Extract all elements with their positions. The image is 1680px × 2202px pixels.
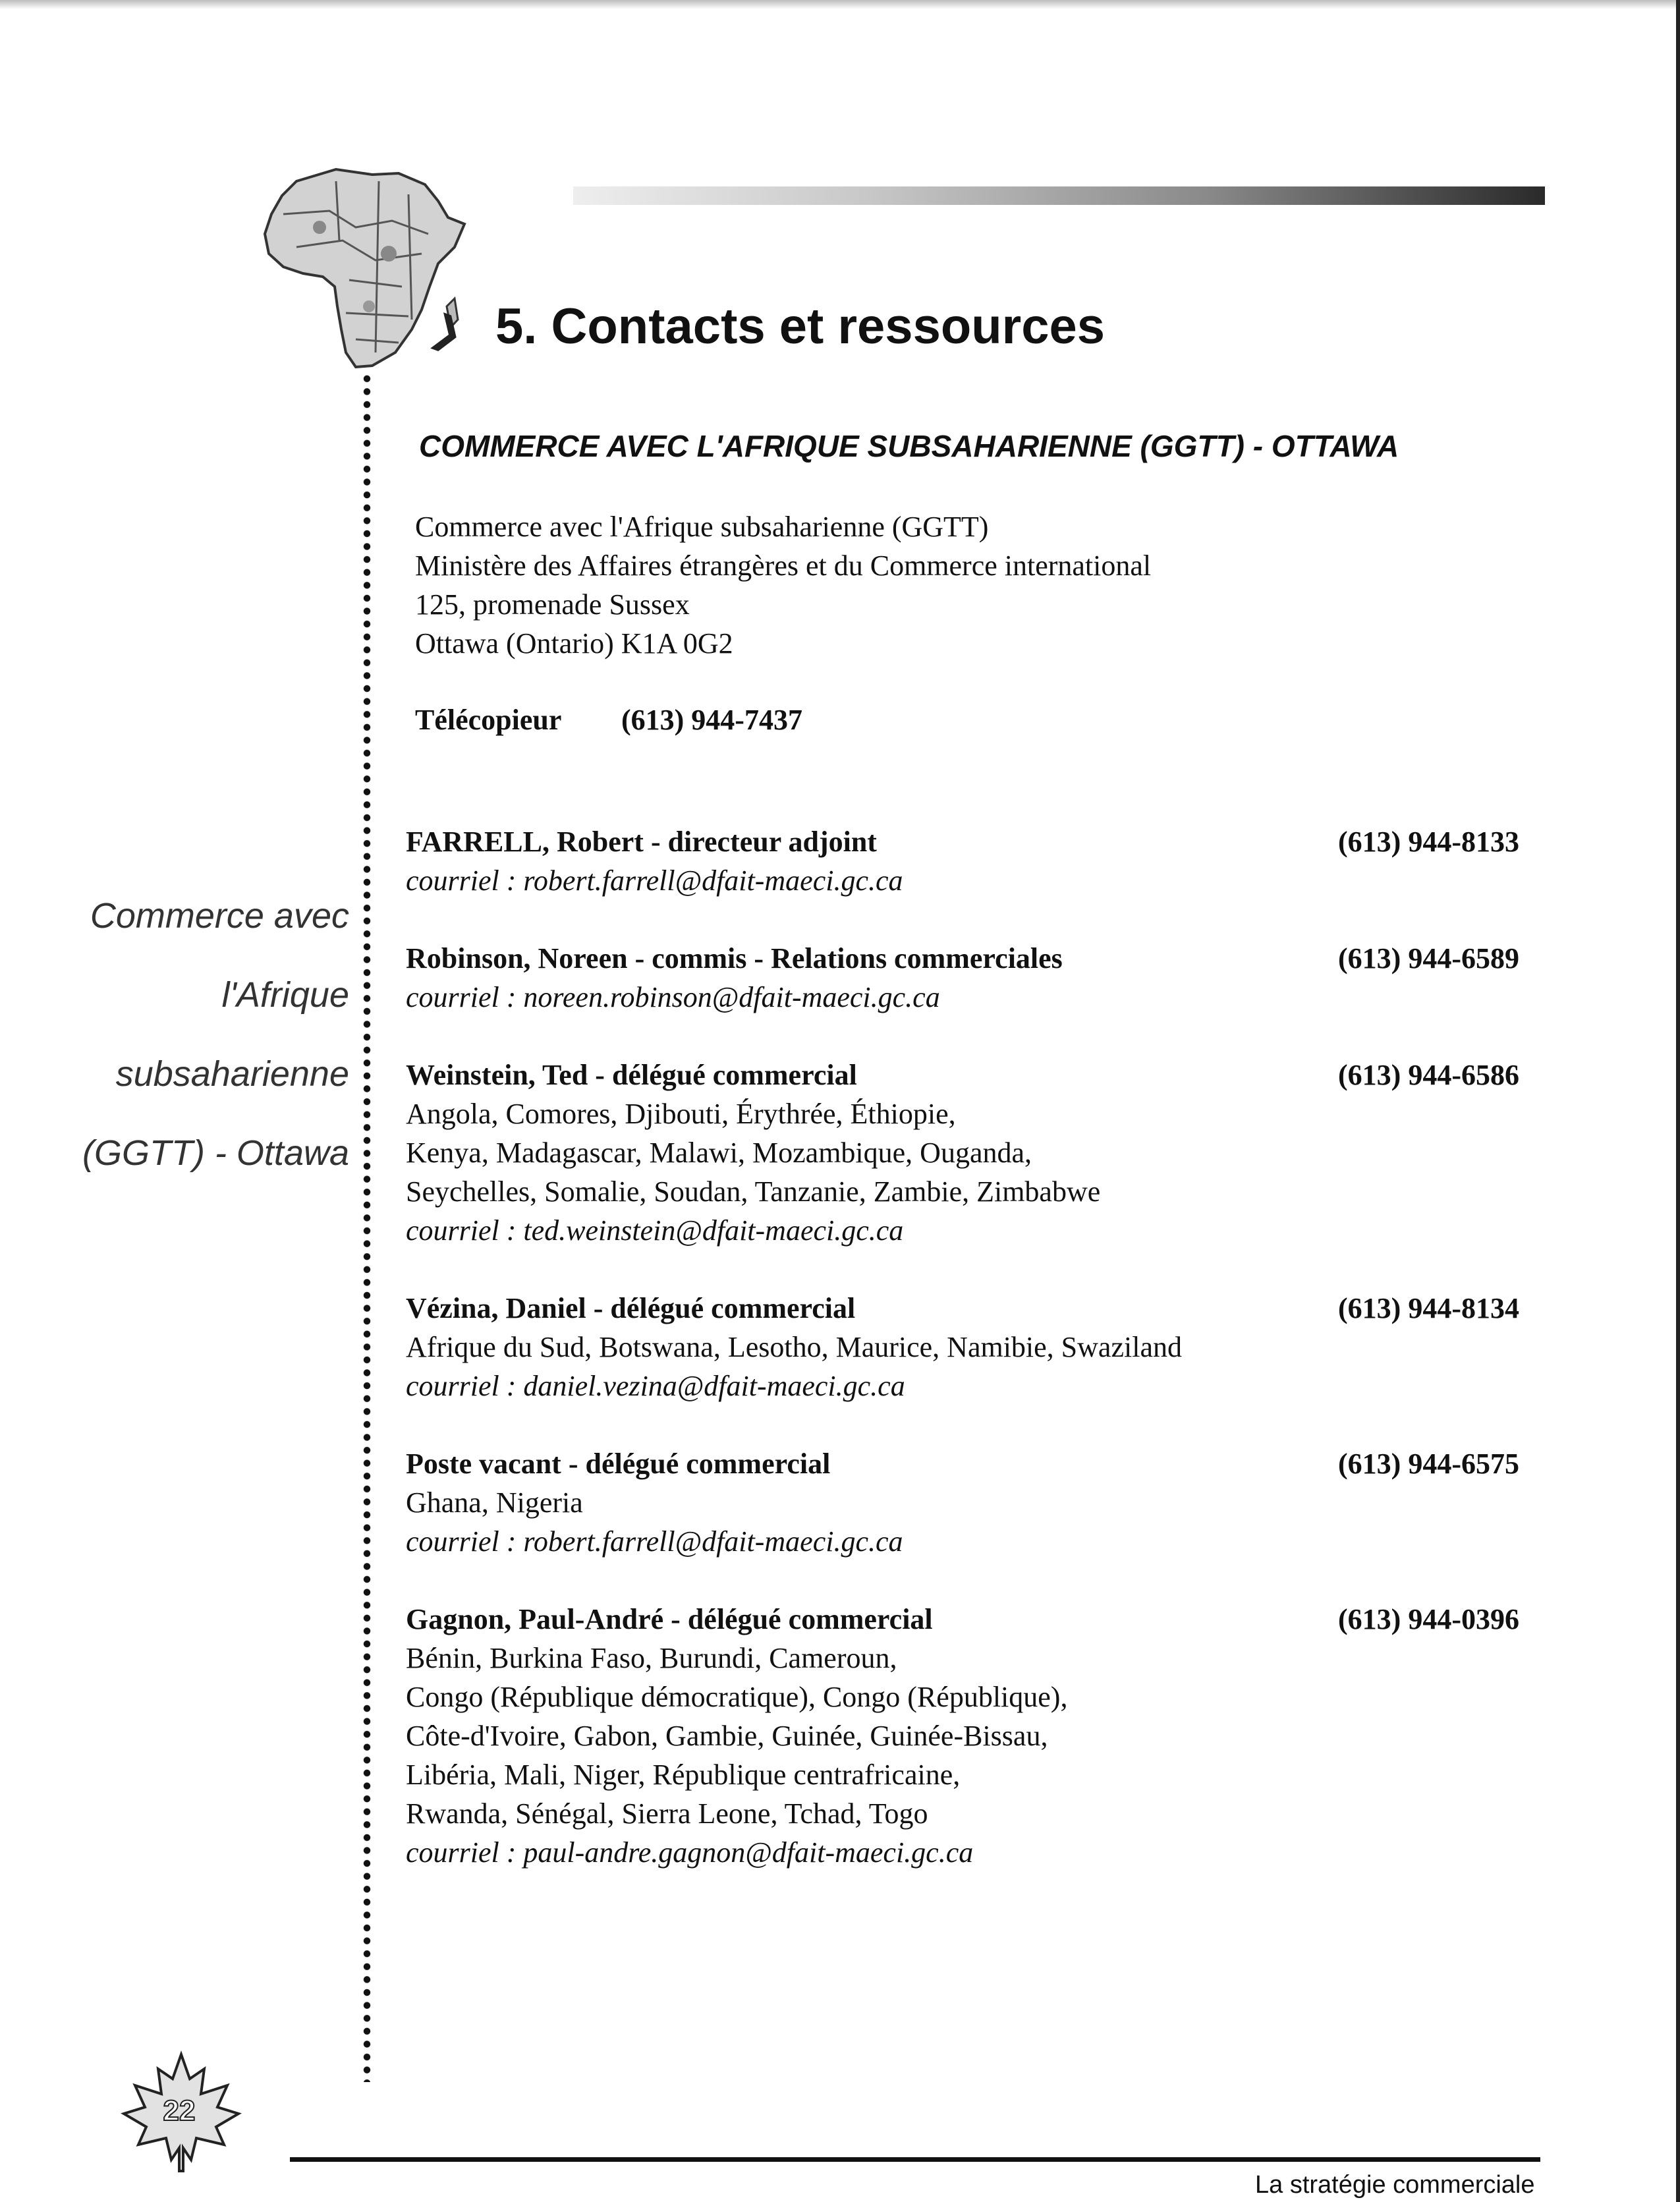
scan-edge-right xyxy=(1676,0,1680,2202)
scan-edge-top xyxy=(0,0,1680,9)
office-address xyxy=(415,507,1151,663)
footer-rule xyxy=(290,2157,1540,2162)
fax-number: (613) 944-7437 xyxy=(621,704,802,736)
sidebar-caption-line: Commerce avec xyxy=(90,896,349,936)
contact-name: Robinson, Noreen - commis - Relations commerciales xyxy=(406,942,1063,974)
contact-name: Vézina, Daniel - délégué commercial xyxy=(406,1292,856,1324)
contact-phone: (613) 944-6575 xyxy=(1338,1448,1519,1480)
contact-email[interactable]: courriel : noreen.robinson@dfait-maeci.gc.ca xyxy=(406,981,940,1013)
contact-email[interactable]: courriel : robert.farrell@dfait-maeci.gc.ca xyxy=(406,1525,903,1558)
address-line: Ottawa (Ontario) K1A 0G2 xyxy=(415,627,733,660)
maple-leaf-icon xyxy=(119,2049,244,2174)
contact-email[interactable]: courriel : ted.weinstein@dfait-maeci.gc.ca xyxy=(406,1214,904,1247)
contact-name: Weinstein, Ted - délégué commercial xyxy=(406,1059,857,1091)
contact-email[interactable]: courriel : paul-andre.gagnon@dfait-maeci.gc.ca xyxy=(406,1836,974,1869)
contact-list xyxy=(406,822,1519,1911)
contact-phone: (613) 944-6589 xyxy=(1338,942,1519,974)
contact-name: Poste vacant - délégué commercial xyxy=(406,1448,831,1480)
decorative-mark: ❯ xyxy=(425,305,470,357)
contact-phone: (613) 944-8134 xyxy=(1338,1292,1519,1324)
contact-territory-line: Angola, Comores, Djibouti, Érythrée, Éthiopie, xyxy=(406,1098,956,1130)
contact-entry xyxy=(406,1444,1519,1561)
contact-territory-line: Côte-d'Ivoire, Gabon, Gambie, Guinée, Guinée-Bissau, xyxy=(406,1720,1048,1752)
dotted-divider xyxy=(363,372,371,2082)
contact-territory-line: Ghana, Nigeria xyxy=(406,1486,583,1519)
contact-territory-line: Libéria, Mali, Niger, République centrafricaine, xyxy=(406,1759,961,1791)
contact-territory-line: Bénin, Burkina Faso, Burundi, Cameroun, xyxy=(406,1642,897,1674)
address-line: 125, promenade Sussex xyxy=(415,588,690,621)
contact-entry xyxy=(406,1056,1519,1250)
address-line: Ministère des Affaires étrangères et du Commerce international xyxy=(415,550,1152,582)
sidebar-caption xyxy=(66,883,349,1199)
contact-territory-line: Congo (République démocratique), Congo (République), xyxy=(406,1681,1068,1713)
contact-name: Gagnon, Paul-André - délégué commercial xyxy=(406,1603,933,1635)
contact-entry xyxy=(406,1600,1519,1872)
footer-title: La stratégie commerciale xyxy=(1255,2171,1535,2199)
contact-phone: (613) 944-0396 xyxy=(1338,1603,1519,1635)
section-heading: COMMERCE AVEC L'AFRIQUE SUBSAHARIENNE (GGTT) - OTTAWA xyxy=(419,429,1399,463)
fax-row xyxy=(415,703,802,737)
header-gradient-bar xyxy=(573,186,1545,205)
address-line: Commerce avec l'Afrique subsaharienne (GGTT) xyxy=(415,511,989,543)
page-number: 22 xyxy=(163,2095,196,2127)
contact-phone: (613) 944-8133 xyxy=(1338,826,1519,858)
contact-name: FARRELL, Robert - directeur adjoint xyxy=(406,826,877,858)
page-title: 5. Contacts et ressources xyxy=(495,298,1106,354)
sidebar-caption-line: l'Afrique xyxy=(221,975,349,1015)
contact-territory-line: Afrique du Sud, Botswana, Lesotho, Maurice, Namibie, Swaziland xyxy=(406,1331,1182,1363)
contact-phone: (613) 944-6586 xyxy=(1338,1059,1519,1091)
contact-territory-line: Seychelles, Somalie, Soudan, Tanzanie, Zambie, Zimbabwe xyxy=(406,1175,1101,1208)
contact-email[interactable]: courriel : daniel.vezina@dfait-maeci.gc.ca xyxy=(406,1370,905,1402)
contact-territory-line: Kenya, Madagascar, Malawi, Mozambique, Ouganda, xyxy=(406,1137,1032,1169)
fax-label: Télécopieur xyxy=(415,704,562,736)
contact-entry xyxy=(406,822,1519,900)
contact-entry xyxy=(406,939,1519,1017)
sidebar-caption-line: subsaharienne xyxy=(115,1054,349,1094)
contact-entry xyxy=(406,1289,1519,1405)
contact-email[interactable]: courriel : robert.farrell@dfait-maeci.gc.ca xyxy=(406,864,903,897)
sidebar-caption-line: (GGTT) - Ottawa xyxy=(82,1133,349,1173)
contact-territory-line: Rwanda, Sénégal, Sierra Leone, Tchad, Togo xyxy=(406,1797,928,1830)
